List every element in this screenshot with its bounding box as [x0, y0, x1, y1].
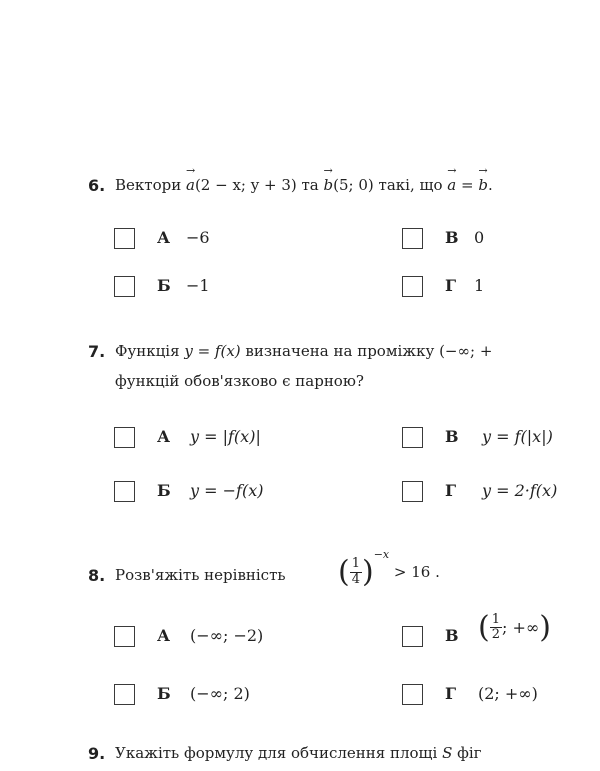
option-value: 0	[474, 228, 485, 247]
question-number: 8.	[88, 566, 106, 585]
option-letter: Б	[157, 684, 171, 703]
option-letter: В	[445, 427, 459, 446]
option-letter: В	[445, 626, 459, 645]
answer-checkbox-v[interactable]	[402, 228, 423, 249]
answer-checkbox-g[interactable]	[402, 481, 423, 502]
option-letter: Г	[445, 276, 457, 295]
question-text: Вектори → a(2 − x; y + 3) та → b(5; 0) такі, що → a = → b.	[115, 176, 493, 194]
answer-checkbox-v[interactable]	[402, 427, 423, 448]
option-letter: А	[157, 626, 171, 645]
option-value: y = 2·f(x)	[482, 481, 558, 500]
option-letter: А	[157, 427, 171, 446]
option-letter: Г	[445, 684, 457, 703]
answer-checkbox-a[interactable]	[114, 427, 135, 448]
option-letter: Б	[157, 276, 171, 295]
option-letter: А	[157, 228, 171, 247]
option-value: y = f(|x|)	[482, 427, 553, 446]
option-value: (−∞; 2)	[190, 684, 250, 703]
answer-checkbox-v[interactable]	[402, 626, 423, 647]
option-value: y = |f(x)|	[190, 427, 261, 446]
fraction: $\frac{1}{4}$	[351, 556, 360, 587]
option-value: (2; +∞)	[478, 684, 538, 703]
option-value: −6	[186, 228, 210, 247]
option-value: y = −f(x)	[190, 481, 264, 500]
question-number: 9.	[88, 744, 106, 763]
question-text: Функція y = f(x) визначена на проміжку (−∞; +	[115, 342, 493, 360]
answer-checkbox-b[interactable]	[114, 481, 135, 502]
answer-checkbox-g[interactable]	[402, 684, 423, 705]
option-letter: Б	[157, 481, 171, 500]
answer-checkbox-b[interactable]	[114, 684, 135, 705]
option-letter: Г	[445, 481, 457, 500]
option-value: −1	[186, 276, 210, 295]
option-letter: В	[445, 228, 459, 247]
question-number: 7.	[88, 342, 106, 361]
option-value: (−∞; −2)	[190, 626, 264, 645]
option-value: ( $\frac{1}{2}$ ; +∞)	[478, 610, 551, 645]
question-text-line-2: функцій обов'язково є парною?	[115, 372, 364, 390]
question-text: Розв'яжіть нерівність	[115, 566, 286, 584]
answer-checkbox-a[interactable]	[114, 626, 135, 647]
answer-checkbox-b[interactable]	[114, 276, 135, 297]
inequality-expression: ( $\frac{1}{4}$ )$^{-x}$ > 16 .	[338, 548, 440, 590]
answer-checkbox-g[interactable]	[402, 276, 423, 297]
question-text: Укажіть формулу для обчислення площі S фіг	[115, 744, 482, 762]
question-number: 6.	[88, 176, 106, 195]
answer-checkbox-a[interactable]	[114, 228, 135, 249]
option-value: 1	[474, 276, 485, 295]
